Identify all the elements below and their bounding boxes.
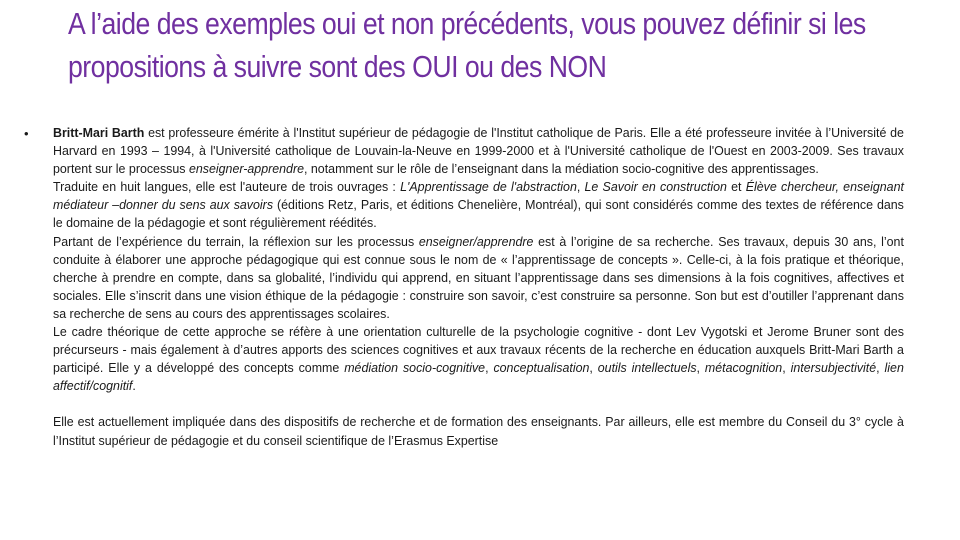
text-span: , notamment sur le rôle de l’enseignant dans la médiation socio-cognitive des apprentissages. (304, 161, 819, 177)
text-span: . (132, 378, 136, 394)
italic-term: intersubjectivité (790, 360, 877, 376)
slide-title: A l’aide des exemples oui et non précédents, vous pouvez définir si les propositions à suivre sont des OUI ou des NON (68, 6, 866, 84)
text-span: Elle est actuellement impliquée dans des dispositifs de recherche et de formation des enseignants. Par ailleurs, elle est membre du Conseil du 3° cycle à l’Institut supérieur de pédagogie et du conseil scientifique de l’Erasmus Expertise (53, 414, 904, 448)
italic-term: outils intellectuels (597, 360, 697, 376)
italic-term: lien affectif/cognitif (53, 360, 904, 394)
paragraph-spacer (53, 395, 904, 413)
italic-term: médiation socio-cognitive (344, 360, 486, 376)
text-span: , (696, 360, 705, 376)
bullet-dot: • (24, 126, 29, 141)
paragraph-publications (53, 178, 904, 232)
text-span: , (876, 360, 885, 376)
text-span: Partant de l’expérience du terrain, la réflexion sur les processus (53, 233, 419, 249)
paragraph-biography (53, 124, 904, 178)
paragraph-research (53, 233, 904, 323)
book-title: Élève chercheur, enseignant médiateur –donner du sens aux savoirs (53, 179, 904, 213)
text-span: , (485, 360, 494, 376)
book-title: L'Apprentissage de l'abstraction (400, 179, 577, 195)
text-span: , (589, 360, 598, 376)
paragraph-current-role (53, 413, 904, 449)
italic-term: enseigner/apprendre (418, 233, 534, 249)
paragraph-framework (53, 323, 904, 395)
italic-term: métacognition (704, 360, 783, 376)
author-name: Britt-Mari Barth (53, 125, 145, 140)
text-span: Le cadre théorique de cette approche se réfère à une orientation culturelle de la psychologie cognitive - dont Lev Vygotski et Jerome Bruner sont des précurseurs - mais également à d’autres apports des sciences cognitives et aux travaux récents de la recherche en éducation auxquels Britt-Mari Barth a participé. Elle y a développé des concepts comme (53, 324, 904, 376)
text-span: (éditions Retz, Paris, et éditions Chenelière, Montréal), qui sont considérés comme des textes de référence dans le domaine de la pédagogie et sont régulièrement réédités. (53, 197, 904, 231)
italic-term: conceptualisation (493, 360, 590, 376)
italic-term: enseigner-apprendre (188, 161, 305, 177)
bullet-item (24, 124, 944, 450)
text-span: est professeure émérite à l'Institut supérieur de pédagogie de l'Institut catholique de Paris. Elle a été professeure invitée à l’Université de Harvard en 1993 – 1994, à l'Université catholique de Louvain-la-Neuve en 1999-2000 et à l'Université catholique de l'Ouest en 2003-2009. Ses travaux portent sur le processus (53, 125, 904, 177)
bullet-text (53, 124, 904, 450)
text-span: , (576, 179, 585, 195)
text-span: et (726, 179, 746, 195)
text-span: est à l’origine de sa recherche. Ses travaux, depuis 30 ans, l’ont conduite à élaborer une approche pédagogique qui est connue sous le nom de « l’apprentissage de concepts ». Celle-ci, à la fois pratique et théorique, cherche à prendre en compte, dans sa globalité, l’individu qui apprend, en situant l’apprentissage dans ses dimensions à la fois cognitives, affectives et sociales. Elle s’inscrit dans une vision éthique de la pédagogie : construire son savoir, c’est construire sa personne. Son but est d’outiller l’apprenant dans sa recherche de sens au cours des apprentissages scolaires. (53, 233, 904, 321)
text-span: , (782, 360, 791, 376)
slide-body (24, 124, 944, 450)
text-span: Traduite en huit langues, elle est l'auteure de trois ouvrages : (53, 179, 401, 195)
book-title: Le Savoir en construction (584, 179, 727, 195)
